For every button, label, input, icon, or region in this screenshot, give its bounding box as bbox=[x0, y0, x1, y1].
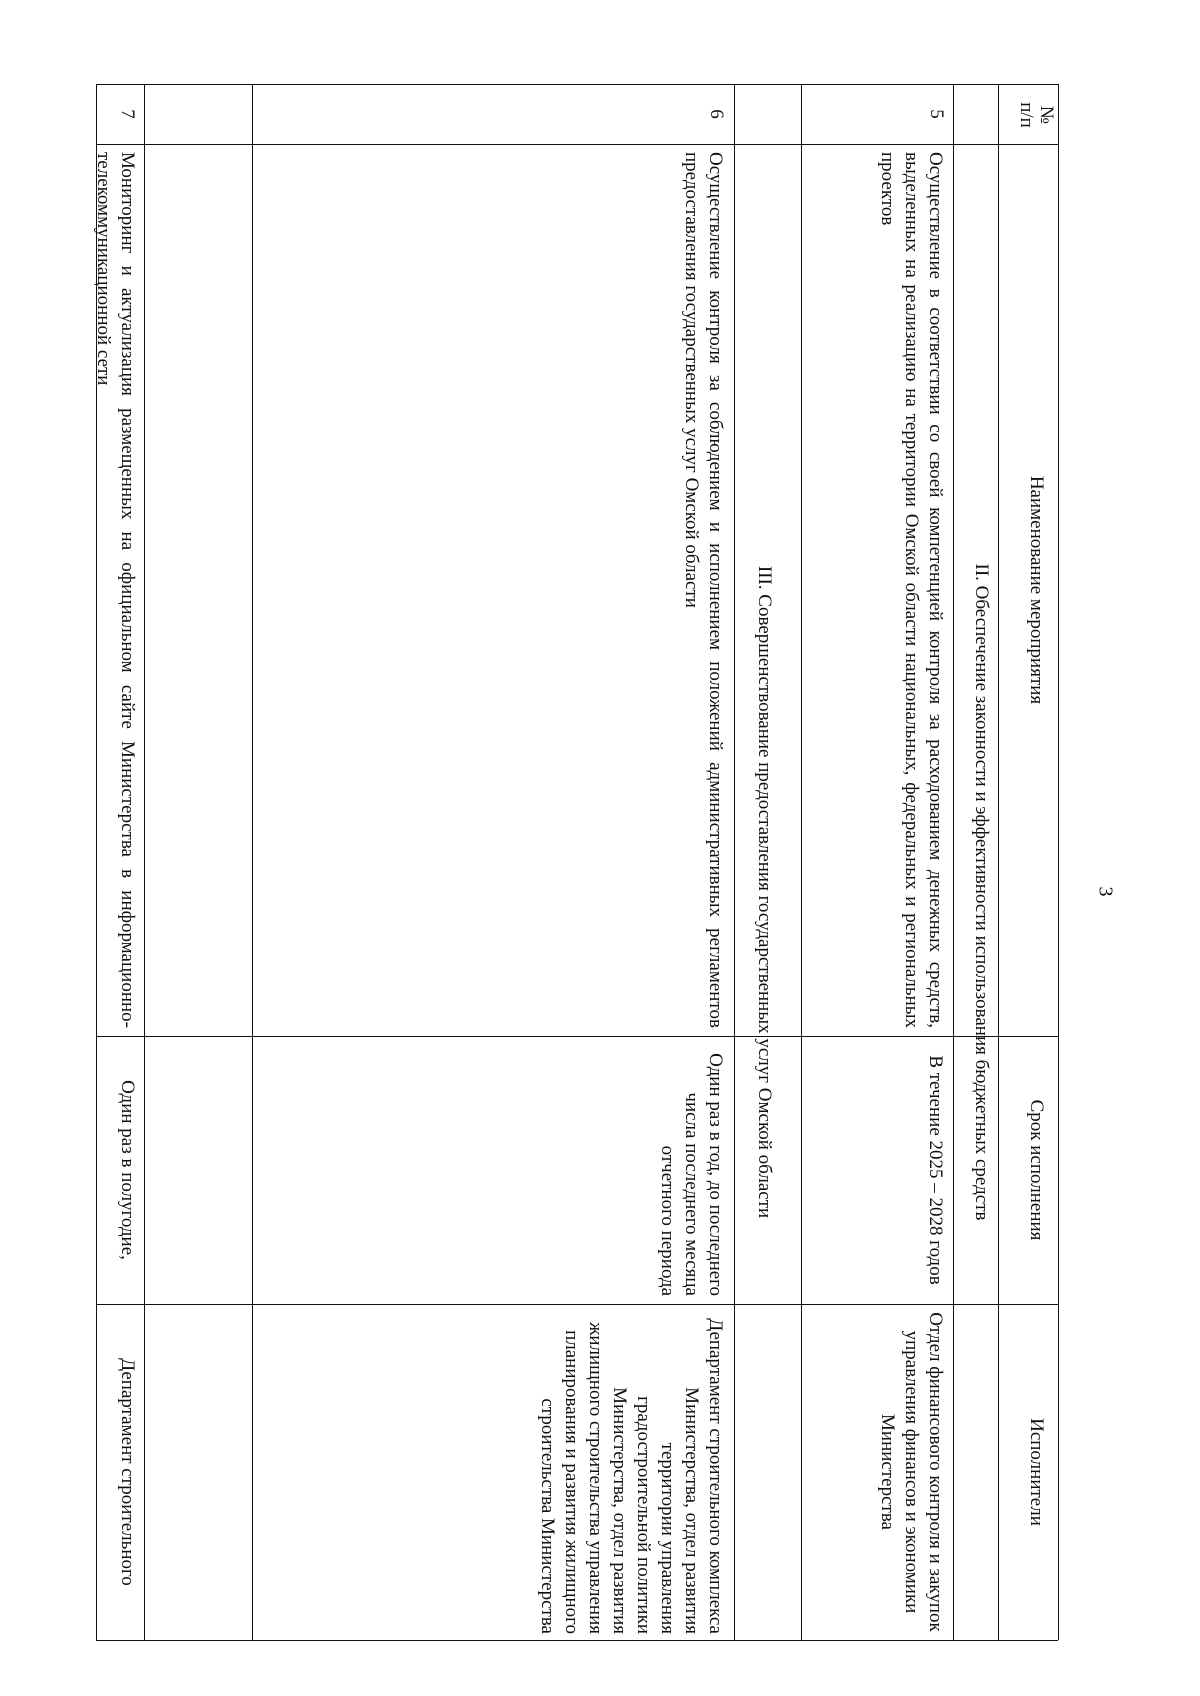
row-7-term: Один раз в полугодие, bbox=[117, 1080, 138, 1260]
row-sep-empty bbox=[144, 84, 145, 1640]
row-sep-row-6 bbox=[252, 84, 253, 1640]
header-name: Наименование мероприятия bbox=[1026, 475, 1047, 705]
row-6-term: Один раз в год, до последнего числа последнего месяца отчетного периода bbox=[657, 1053, 726, 1296]
table-border-top bbox=[96, 84, 1058, 85]
table-border-right bbox=[1058, 84, 1059, 1640]
header-num: № п/п bbox=[1016, 102, 1057, 128]
row-sep-section-2 bbox=[953, 84, 954, 1640]
col-sep-term bbox=[96, 1304, 1058, 1305]
page-number: 3 bbox=[1094, 886, 1117, 897]
row-6-executors: Департамент строительного комплекса Министерства, отдел развития территории управления градостроительной политики Министерства, отдел развития жилищного строительства управления планирования и развития жилищного строительства Министерства bbox=[537, 1318, 726, 1634]
measures-table bbox=[93, 84, 1058, 1640]
row-sep-section-3 bbox=[734, 84, 735, 1640]
section-title-3: III. Совершенствование предоставления государственных услуг Омской области bbox=[754, 565, 775, 1219]
row-7-num: 7 bbox=[117, 109, 138, 119]
row-5-executors: Отдел финансового контроля и закупок управления финансов и экономики Министерства bbox=[877, 1312, 946, 1632]
table-border-bottom bbox=[96, 1640, 1058, 1641]
row-6-num: 6 bbox=[706, 109, 727, 119]
row-7-name: Мониторинг и актуализация размещенных на официальном сайте Министерства в информационно-телекоммуникационной сети bbox=[93, 152, 138, 1028]
row-6-name: Осуществление контроля за соблюдением и исполнением положений административных регламентов предоставления государственных услуг Омской области bbox=[681, 152, 726, 1028]
header-executors: Исполнители bbox=[1026, 1418, 1047, 1526]
col-sep-num bbox=[96, 144, 1058, 145]
row-5-term: В течение 2025 – 2028 годов bbox=[925, 1055, 946, 1285]
section-title-2: II. Обеспечение законности и эффективности использования бюджетных средств bbox=[971, 563, 992, 1221]
row-7-executors: Департамент строительного bbox=[117, 1358, 138, 1586]
row-5-name: Осуществление в соответствии со своей компетенцией контроля за расходованием денежных средств, выделенных на реализацию на территории Омской области национальных, федеральных и региональных проектов bbox=[877, 152, 946, 1028]
col-sep-name bbox=[96, 1036, 1058, 1037]
row-sep-row-5 bbox=[801, 84, 802, 1640]
row-5-num: 5 bbox=[926, 109, 947, 119]
row-sep-header bbox=[998, 84, 999, 1640]
header-term: Срок исполнения bbox=[1026, 1099, 1047, 1241]
